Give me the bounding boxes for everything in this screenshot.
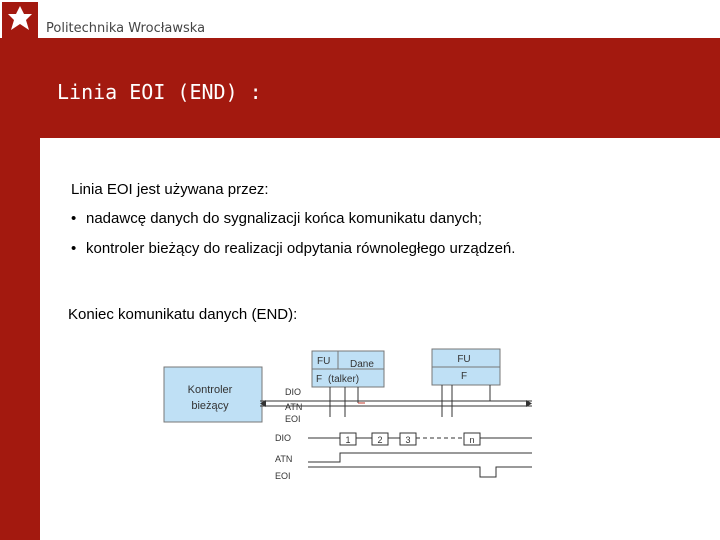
intro-text: Linia EOI jest używana przez: — [71, 181, 269, 198]
bullet-item: • kontroler bieżący do realizacji odpytania równoległego urządzeń. — [71, 240, 516, 257]
timing-label-dio: DIO — [275, 433, 292, 443]
byte-label-3: 3 — [405, 435, 411, 445]
byte-label-2: 2 — [377, 435, 383, 445]
byte-label-1: 1 — [345, 435, 351, 445]
bus-label-dio: DIO — [285, 387, 302, 397]
timing-label-atn: ATN — [275, 454, 293, 464]
right-f: F — [460, 371, 468, 382]
left-accent-bar — [0, 38, 40, 540]
bullet-item: • nadawcę danych do sygnalizacji końca komunikatu danych; — [71, 210, 483, 227]
controller-label-2: bieżący — [191, 400, 229, 412]
bus-label-atn: ATN — [285, 402, 303, 412]
right-fu: FU — [457, 354, 471, 365]
talker-fu: FU — [317, 356, 331, 367]
atn-waveform — [308, 453, 532, 462]
eoi-waveform — [308, 467, 532, 477]
timing-label-eoi: EOI — [275, 471, 291, 481]
bullet-text: nadawcę danych do sygnalizacji końca komunikatu danych; — [86, 210, 483, 227]
brand-name: Politechnika Wrocławska — [46, 21, 206, 36]
talker-dane: Dane — [350, 359, 374, 370]
talker-f: F — [316, 374, 323, 385]
bullet-text: kontroler bieżący do realizacji odpytania równoległego urządzeń. — [86, 240, 516, 257]
section-subtitle: Koniec komunikatu danych (END): — [68, 306, 298, 323]
top-bar — [0, 0, 720, 38]
slide-title: Linia EOI (END) : — [57, 80, 262, 104]
controller-label-1: Kontroler — [187, 384, 233, 396]
end-timing-diagram — [160, 345, 540, 490]
university-logo-icon — [2, 2, 38, 38]
byte-label-n: n — [469, 435, 475, 445]
bus-label-eoi: EOI — [285, 414, 301, 424]
talker-label: (talker) — [328, 374, 360, 385]
